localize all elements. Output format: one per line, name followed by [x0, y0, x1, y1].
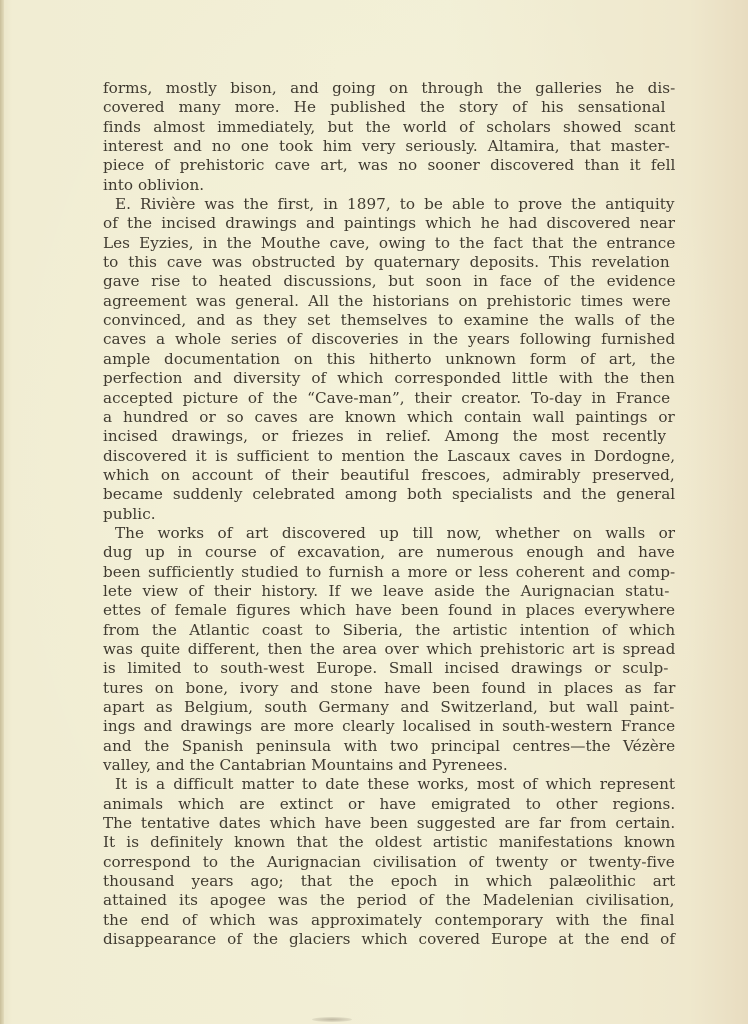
text-line: thousand years ago; that the epoch in which palæolithic art — [103, 872, 676, 891]
text-line: correspond to the Aurignacian civilisation of twenty or twenty-five — [103, 852, 675, 871]
body-text — [103, 79, 675, 949]
text-line: It is definitely known that the oldest artistic manifestations known — [103, 833, 676, 852]
text-line: incised drawings, or friezes in relief. Among the most recently — [103, 427, 667, 446]
text-line: animals which are extinct or have emigrated to other regions. — [103, 794, 676, 813]
text-line: It is a difficult matter to date these works, most of which represent — [115, 775, 676, 794]
text-line: forms, mostly bison, and going on through the galleries he dis- — [103, 79, 676, 97]
paragraph — [103, 775, 675, 949]
text-line: which on account of their beautiful frescoes, admirably preserved, — [103, 465, 675, 484]
text-line: accepted picture of the “Cave-man”, their creator. To-day in France — [103, 388, 671, 407]
text-line: from the Atlantic coast to Siberia, the artistic intention of which — [103, 620, 676, 639]
text-line: caves a whole series of discoveries in the years following furnished — [103, 330, 676, 349]
text-line: The tentative dates which have been suggested are far from certain. — [103, 814, 676, 833]
text-line: perfection and diversity of which corresponded little with the then — [103, 369, 675, 388]
text-line: tures on bone, ivory and stone have been found in places as far — [103, 678, 676, 697]
text-line: to this cave was obstructed by quaternary deposits. This revelation — [103, 253, 670, 272]
text-line: and the Spanish peninsula with two principal centres—the Vézère — [103, 736, 676, 755]
text-line: dug up in course of excavation, are numerous enough and have — [103, 543, 675, 562]
text-line: The works of art discovered up till now, whether on walls or — [115, 523, 676, 542]
text-line: is limited to south-west Europe. Small incised drawings or sculp- — [103, 659, 669, 678]
print-smudge — [312, 1017, 352, 1022]
text-line: discovered it is sufficient to mention the Lascaux caves in Dordogne, — [103, 446, 676, 465]
text-line: finds almost immediately, but the world of scholars showed scant — [103, 117, 676, 136]
text-line: lete view of their history. If we leave aside the Aurignacian statu- — [103, 581, 670, 600]
text-line: apart as Belgium, south Germany and Switzerland, but wall paint- — [103, 698, 675, 716]
paragraph — [103, 195, 675, 524]
text-line: attained its apogee was the period of the Madelenian civilisation, — [103, 891, 675, 910]
text-line: convinced, and as they set themselves to examine the walls of the — [103, 311, 676, 330]
text-line: been sufficiently studied to furnish a more or less coherent and comp- — [103, 562, 676, 581]
text-line: a hundred or so caves are known which contain wall paintings or — [103, 407, 675, 426]
text-line: ettes of female figures which have been found in places everywhere — [103, 601, 676, 620]
text-line: covered many more. He published the story of his sensational — [103, 98, 666, 117]
text-line: into oblivion. — [103, 175, 205, 194]
text-line: ings and drawings are more clearly localised in south-western France — [103, 717, 676, 736]
text-line: gave rise to heated discussions, but soon in face of the evidence — [103, 272, 676, 291]
paragraph — [103, 524, 675, 775]
text-line: valley, and the Cantabrian Mountains and Pyrenees. — [103, 756, 508, 775]
text-line: became suddenly celebrated among both specialists and the general — [103, 485, 676, 504]
text-line: Les Eyzies, in the Mouthe cave, owing to the fact that the entrance — [103, 233, 676, 252]
text-line: disappearance of the glaciers which covered Europe at the end of — [103, 930, 676, 949]
text-line: of the incised drawings and paintings which he had discovered near — [103, 214, 676, 233]
text-line: ample documentation on this hitherto unknown form of art, the — [103, 349, 676, 368]
paragraph — [103, 79, 675, 195]
text-line: the end of which was approximately contemporary with the final — [103, 910, 675, 929]
text-line: was quite different, then the area over which prehistoric art is spread — [103, 639, 676, 658]
text-line: piece of prehistoric cave art, was no sooner discovered than it fell — [103, 156, 676, 175]
text-line: E. Rivière was the first, in 1897, to be able to prove the antiquity — [115, 195, 675, 214]
text-line: public. — [103, 504, 156, 523]
page-binding-edge — [0, 0, 4, 1024]
text-line: interest and no one took him very seriously. Altamira, that master- — [103, 137, 670, 156]
text-line: agreement was general. All the historians on prehistoric times were — [103, 291, 671, 310]
